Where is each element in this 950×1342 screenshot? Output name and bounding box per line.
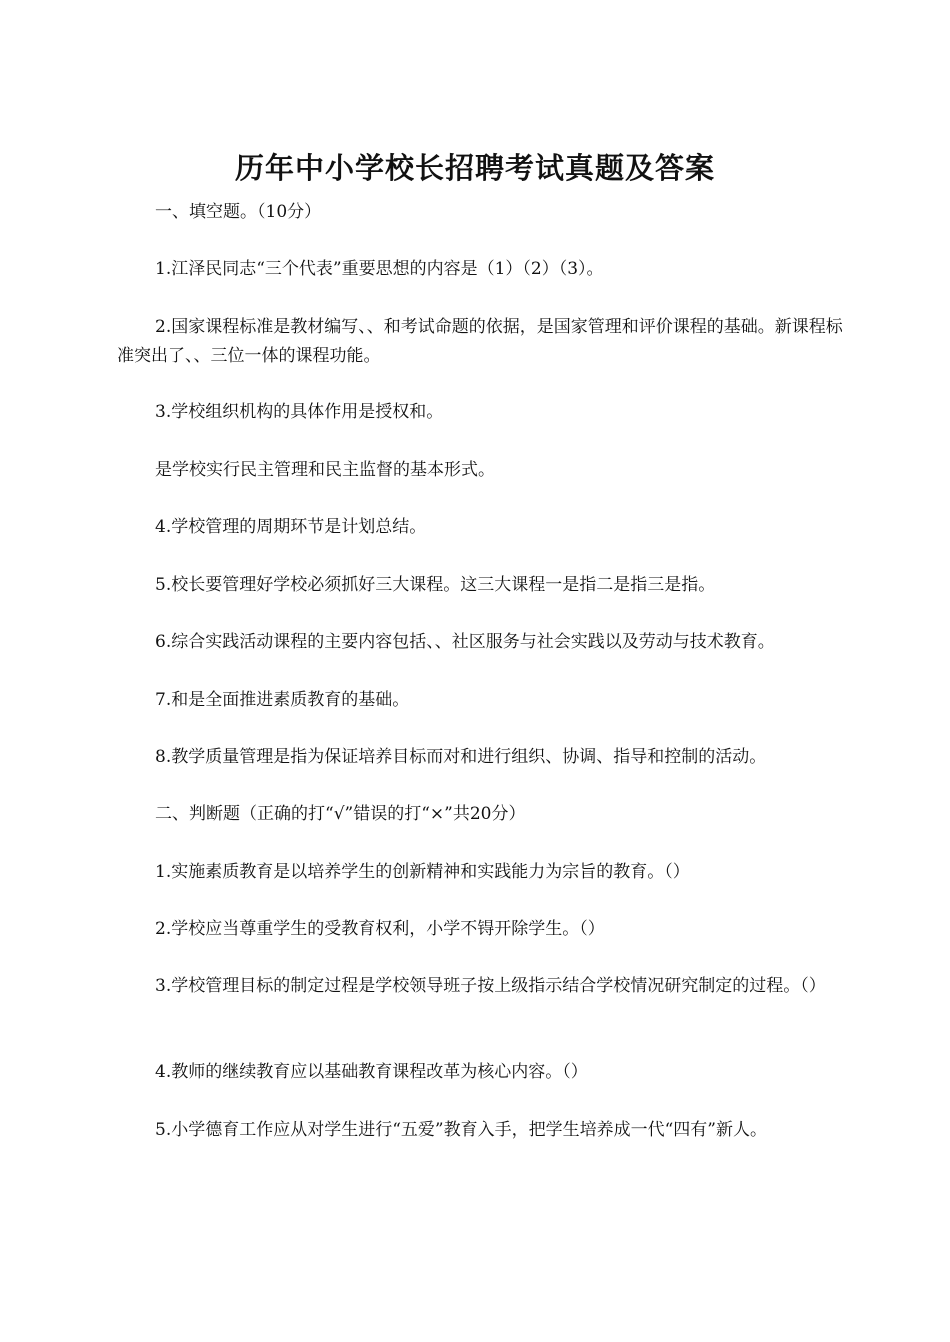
question-paragraph: 4.学校管理的周期环节是计划总结。 bbox=[155, 517, 427, 537]
question-paragraph: 是学校实行民主管理和民主监督的基本形式。 bbox=[155, 460, 495, 480]
question-paragraph: 1.江泽民同志“三个代表”重要思想的内容是（1）（2）（3）。 bbox=[155, 259, 604, 279]
question-paragraph: 2.国家课程标准是教材编写、、和考试命题的依据，是国家管理和评价课程的基础。新课程标准突出了、、三位一体的课程功能。 bbox=[117, 317, 843, 366]
question-paragraph: 3.学校组织机构的具体作用是授权和。 bbox=[155, 402, 444, 422]
question-paragraph: 3.学校管理目标的制定过程是学校领导班子按上级指示结合学校情况研究制定的过程。（） bbox=[155, 976, 826, 996]
section-heading-true-false: 二、判断题（正确的打“√”错误的打“×”共20分） bbox=[155, 804, 526, 824]
question-paragraph: 1.实施素质教育是以培养学生的创新精神和实践能力为宗旨的教育。（） bbox=[155, 862, 690, 882]
question-paragraph: 2.学校应当尊重学生的受教育权利，小学不锝开除学生。（） bbox=[155, 919, 605, 939]
question-paragraph: 8.教学质量管理是指为保证培养目标而对和进行组织、协调、指导和控制的活动。 bbox=[155, 747, 767, 767]
question-paragraph: 5.小学德育工作应从对学生进行“五爱”教育入手，把学生培养成一代“四有”新人。 bbox=[155, 1120, 767, 1140]
question-paragraph: 6.综合实践活动课程的主要内容包括、、社区服务与社会实践以及劳动与技术教育。 bbox=[155, 632, 775, 652]
question-paragraph: 4.教师的继续教育应以基础教育课程改革为核心内容。（） bbox=[155, 1062, 588, 1082]
question-paragraph: 5.校长要管理好学校必须抓好三大课程。这三大课程一是指二是指三是指。 bbox=[155, 575, 716, 595]
document-title: 历年中小学校长招聘考试真题及答案 bbox=[234, 151, 715, 185]
question-paragraph: 7.和是全面推进素质教育的基础。 bbox=[155, 690, 410, 710]
section-heading-fill-in: 一、填空题。（10分） bbox=[155, 202, 322, 222]
